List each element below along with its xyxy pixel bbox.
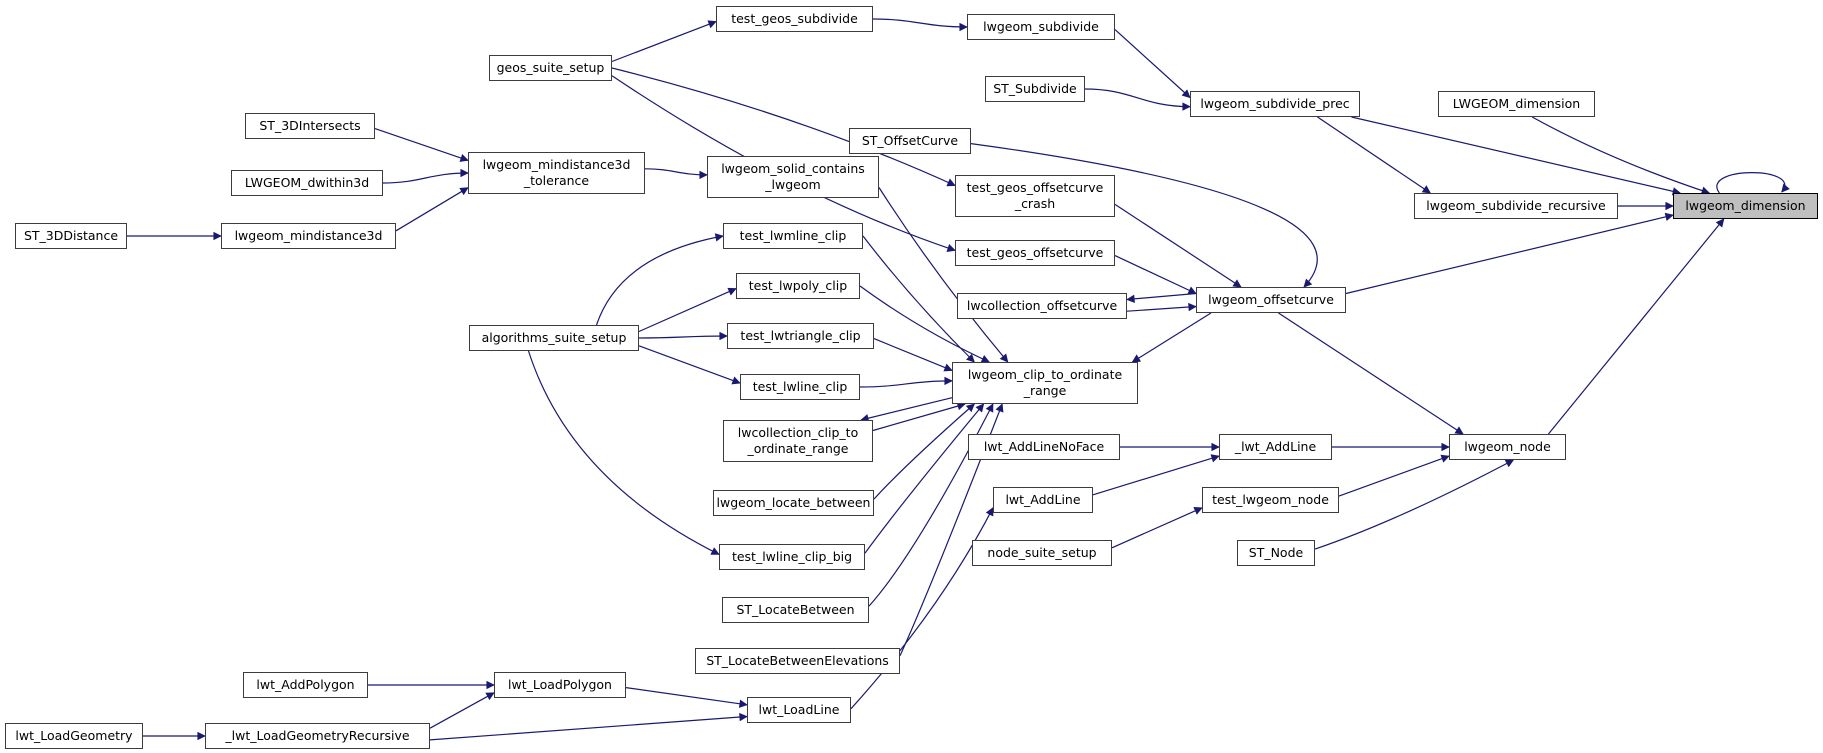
node-label: lwt_LoadLine (758, 702, 840, 718)
edge-algorithms_suite_setup-to-test_lwline_clip (639, 346, 740, 383)
node-label: _crash (1014, 196, 1056, 211)
node-label: test_lwpoly_clip (748, 278, 848, 294)
node-test-lwgeom-node[interactable] (1202, 487, 1339, 513)
node-test-lwtriangle-clip[interactable] (727, 323, 874, 349)
node-lwt-loadpolygon[interactable] (494, 672, 626, 698)
edge-lwcollection_clip_to_ordinate_range-to-lwgeom_clip_to_ordinate_range (873, 404, 965, 431)
edge-lwgeom_mindistance3d-to-lwgeom_mindistance3d_tolerance (396, 188, 468, 231)
edge-ST_Node-to-lwgeom_node (1315, 460, 1513, 549)
node-geos-suite-setup[interactable] (489, 55, 612, 81)
node-label: lwt_AddLine (1005, 492, 1081, 508)
node-lwt-loadgeometry[interactable] (5, 723, 143, 749)
node-lwt-addlinenoface[interactable] (968, 434, 1120, 460)
node-lwgeom-subdivide-prec[interactable] (1190, 91, 1360, 117)
node-label: test_geos_subdivide (731, 11, 858, 27)
node-label: _lwt_LoadGeometryRecursive (225, 728, 410, 744)
node-st-subdivide[interactable] (985, 76, 1085, 102)
node-st-offsetcurve[interactable] (849, 128, 971, 154)
node-test-geos-offsetcurve-crash[interactable] (955, 175, 1115, 217)
node-label: _ordinate_range (747, 441, 849, 456)
edge-ST_Subdivide-to-lwgeom_subdivide_prec (1085, 89, 1190, 107)
node-label: test_geos_offsetcurve (966, 180, 1104, 196)
edge-ST_3DIntersects-to-lwgeom_mindistance3d_tolerance (375, 129, 468, 161)
edge-lwgeom_offsetcurve-to-lwgeom_clip_to_ordinate_range (1132, 313, 1211, 362)
edge-test_lwtriangle_clip-to-lwgeom_clip_to_ordinate_range (874, 339, 952, 371)
node-label: ST_3DDistance (23, 228, 119, 244)
edge-algorithms_suite_setup-to-test_lwpoly_clip (639, 289, 736, 332)
node-lwgeom-clip-to-ordinate-range[interactable] (952, 362, 1138, 404)
node-lwt-addline[interactable] (993, 487, 1093, 513)
edge-lwt_LoadPolygon-to-lwt_LoadLine (626, 688, 747, 705)
node-label: lwgeom_node (1464, 439, 1551, 455)
node-label: node_suite_setup (987, 545, 1097, 561)
edge-lwgeom_clip_to_ordinate_range-to-lwcollection_clip_to_ordinate_range (861, 398, 952, 420)
edge-node_suite_setup-to-test_lwgeom_node (1112, 508, 1202, 548)
edge-test_geos_subdivide-to-lwgeom_subdivide (873, 19, 967, 27)
edge-lwgeom_offsetcurve-to-lwgeom_node (1279, 313, 1464, 434)
edge-test_lwline_clip-to-lwgeom_clip_to_ordinate_range (860, 381, 952, 387)
node-label: lwgeom_subdivide_prec (1200, 96, 1350, 112)
node-lwgeom-subdivide[interactable] (967, 14, 1115, 40)
edge-lwgeom_node-to-lwgeom_dimension (1548, 219, 1723, 434)
node-lwgeom-dwithin3d[interactable] (231, 170, 383, 196)
edge-lwgeom_locate_between-to-lwgeom_clip_to_ordinate_range (874, 404, 974, 499)
edge-test_lwline_clip_big-to-lwgeom_clip_to_ordinate_range (865, 404, 984, 553)
node-label: ST_Subdivide (993, 81, 1077, 97)
node-label: lwgeom_subdivide_recursive (1426, 198, 1606, 214)
node-label: test_lwgeom_node (1212, 492, 1329, 508)
edge-geos_suite_setup-to-test_geos_subdivide (612, 22, 716, 62)
node-label: LWGEOM_dwithin3d (244, 175, 370, 191)
edge-lwt_AddLine-to-_lwt_AddLine (1093, 456, 1219, 495)
node-label: lwgeom_mindistance3d (234, 228, 383, 244)
node-lwgeom-locate-between[interactable] (713, 490, 874, 516)
node-test-lwline-clip[interactable] (740, 374, 860, 400)
node-algorithms-suite-setup[interactable] (469, 325, 639, 351)
node-label: lwgeom_offsetcurve (1208, 292, 1334, 308)
node-label: ST_LocateBetweenElevations (706, 653, 889, 669)
node-lwgeom-mindistance3d-tolerance[interactable] (468, 152, 645, 194)
edge-LWGEOM_dwithin3d-to-lwgeom_mindistance3d_tolerance (383, 173, 468, 183)
node-label: test_lwtriangle_clip (740, 328, 861, 344)
node-st-3dintersects[interactable] (245, 113, 375, 139)
node-label: LWGEOM_dimension (1452, 96, 1581, 112)
node-label: lwgeom_mindistance3d (482, 157, 631, 173)
node-label: _range (1023, 383, 1067, 398)
edge-lwgeom_dimension-to-lwgeom_dimension (1717, 173, 1785, 193)
edge-lwcollection_offsetcurve-to-lwgeom_offsetcurve (1127, 307, 1196, 312)
node-lwgeom-node[interactable] (1449, 434, 1566, 460)
edge-lwgeom_subdivide_prec-to-lwgeom_dimension (1352, 117, 1681, 193)
node-label: lwt_LoadGeometry (15, 728, 133, 744)
node-label: lwgeom_clip_to_ordinate (967, 367, 1123, 383)
node-label: _lwt_AddLine (1234, 439, 1317, 455)
node-label: ST_OffsetCurve (861, 133, 959, 149)
node-st-locatebetweenelevations[interactable] (695, 648, 900, 674)
node-lwgeom-dimension[interactable] (1438, 91, 1595, 117)
node-lwt-addpolygon[interactable] (243, 672, 368, 698)
node-node-suite-setup[interactable] (972, 540, 1112, 566)
edge-lwgeom_mindistance3d_tolerance-to-lwgeom_solid_contains_lwgeom (645, 169, 707, 175)
edge-lwgeom_subdivide_prec-to-lwgeom_subdivide_recursive (1318, 117, 1431, 193)
edge-_lwt_LoadGeometryRecursive-to-lwt_LoadLine (430, 717, 747, 740)
edge-lwt_LoadLine-to-lwt_AddLine (851, 508, 993, 709)
edge-test_geos_offsetcurve_crash-to-lwgeom_offsetcurve (1115, 204, 1241, 287)
node-label: test_lwline_clip (752, 379, 848, 395)
node-test-geos-offsetcurve[interactable] (955, 240, 1115, 266)
node-lwcollection-clip-to-ordinate-range[interactable] (723, 420, 873, 462)
edge-algorithms_suite_setup-to-test_lwtriangle_clip (639, 336, 727, 338)
node-st-locatebetween[interactable] (722, 597, 869, 623)
node-test-lwmline-clip[interactable] (723, 223, 863, 249)
node-st-node[interactable] (1237, 540, 1315, 566)
node-lwgeom-solid-contains-lwgeom[interactable] (707, 156, 879, 198)
edge-algorithms_suite_setup-to-test_lwmline_clip (597, 236, 724, 325)
node-label: lwcollection_offsetcurve (966, 298, 1118, 314)
node-label: lwgeom_dimension (1685, 198, 1806, 214)
node-test-geos-subdivide[interactable] (716, 6, 873, 32)
node-label: lwt_AddPolygon (256, 677, 355, 693)
edge-test_lwgeom_node-to-lwgeom_node (1339, 456, 1449, 496)
node-label: lwt_AddLineNoFace (983, 439, 1105, 455)
node-test-lwline-clip-big[interactable] (719, 544, 865, 570)
edge-algorithms_suite_setup-to-test_lwline_clip_big (529, 351, 720, 554)
node-lwgeom-mindistance3d[interactable] (221, 223, 396, 249)
node-label: geos_suite_setup (496, 60, 605, 76)
edge-lwgeom_offsetcurve-to-lwcollection_offsetcurve (1127, 294, 1196, 300)
node-label: lwgeom_subdivide (983, 19, 1099, 35)
node-label: test_lwmline_clip (739, 228, 847, 244)
node-label: algorithms_suite_setup (481, 330, 627, 346)
edge-lwgeom_offsetcurve-to-lwgeom_dimension (1346, 215, 1673, 293)
node-st-3ddistance[interactable] (15, 223, 127, 249)
node-lwt-loadgeometryrecursive[interactable] (205, 723, 430, 749)
node-label: ST_LocateBetween (736, 602, 855, 618)
edge-LWGEOM_dimension-to-lwgeom_dimension (1532, 117, 1709, 193)
node-label: ST_3DIntersects (259, 118, 361, 134)
node-lwt-loadline[interactable] (747, 697, 851, 723)
node-label: test_geos_offsetcurve (966, 245, 1104, 261)
node-label: _lwgeom (765, 177, 821, 192)
node-test-lwpoly-clip[interactable] (736, 273, 860, 299)
node-label: _tolerance (523, 173, 590, 188)
node-label: test_lwline_clip_big (731, 549, 853, 565)
node-label: lwt_LoadPolygon (508, 677, 612, 693)
edge-lwgeom_subdivide-to-lwgeom_subdivide_prec (1115, 30, 1190, 98)
node-lwgeom-subdivide-recursive[interactable] (1414, 193, 1618, 219)
node-label: ST_Node (1248, 545, 1304, 561)
node-lwgeom-offsetcurve[interactable] (1196, 287, 1346, 313)
node-label: lwcollection_clip_to (737, 425, 859, 441)
node-lwt-addline[interactable] (1219, 434, 1332, 460)
node-label: lwgeom_locate_between (716, 495, 871, 511)
edge-_lwt_LoadGeometryRecursive-to-lwt_LoadPolygon (430, 693, 494, 728)
node-lwgeom-dimension[interactable] (1673, 193, 1818, 219)
node-label: lwgeom_solid_contains (721, 161, 865, 177)
edge-test_geos_offsetcurve-to-lwgeom_offsetcurve (1115, 256, 1196, 294)
node-lwcollection-offsetcurve[interactable] (957, 293, 1127, 319)
